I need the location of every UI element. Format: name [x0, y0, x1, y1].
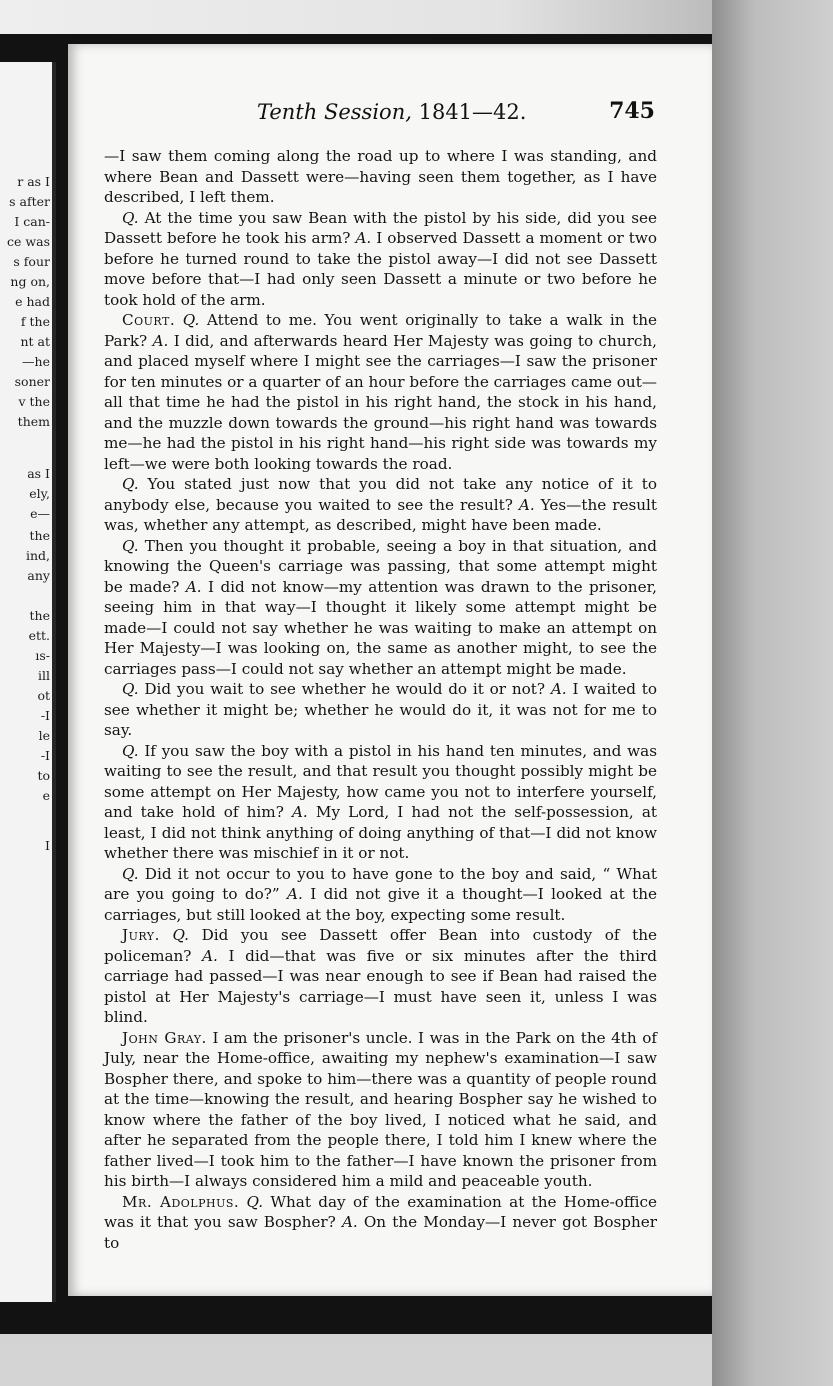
- margin-fragment: them: [17, 414, 50, 429]
- passage-text: Did you see Dassett offer Bean into custody of the policeman?: [104, 926, 657, 965]
- question-marker: Q.: [182, 311, 200, 329]
- answer-marker: A.: [202, 946, 218, 965]
- answer-marker: A.: [550, 680, 567, 698]
- answer-text: I did not know—my attention was drawn to the prisoner, seeing him in that way—I thought it likely some attempt might be made—I could not say whether he was waiting to make an attempt on Her Majesty—I was looking on, the same as another might, to see the carriages pass—I could not say whether an attempt might be made.: [104, 577, 657, 678]
- passage-text: You stated just now that you did not take any notice of it to anybody else, because you waited to see the result?: [104, 475, 657, 514]
- margin-fragment: ng on,: [10, 274, 50, 289]
- margin-fragment: I: [45, 838, 50, 853]
- answer-text: I waited to see whether it might be; whether he would do it, it was not for me to say.: [104, 680, 658, 739]
- answer-marker: A.: [291, 803, 308, 821]
- answer-text: Yes—the result was, whether any attempt, as described, might have been made.: [104, 495, 657, 534]
- speaker-label: Mr. Adolphus.: [122, 1192, 240, 1211]
- margin-fragment: -I: [40, 748, 50, 763]
- paragraph: [104, 925, 657, 1028]
- margin-fragment: soner: [14, 374, 50, 389]
- margin-fragment: ett.: [28, 628, 50, 643]
- margin-fragment: the: [29, 528, 50, 543]
- answer-marker: A.: [355, 229, 372, 247]
- facing-page-edge: [0, 62, 56, 1302]
- answer-text: I observed Dassett a moment or two before he turned round to take the pistol away—I did not see Dassett move before that—I had only seen Dassett a minute or two before he took hold of the arm.: [104, 229, 658, 309]
- paragraph: [104, 310, 657, 474]
- margin-fragment: nt at: [20, 334, 50, 349]
- question-marker: Q.: [122, 864, 139, 883]
- page-text: [104, 146, 657, 1253]
- margin-fragment: as I: [27, 466, 50, 481]
- session-title: Tenth Session, 1841—42.: [257, 100, 527, 124]
- passage-text: —I saw them coming along the road up to where I was standing, and where Bean and Dassett were—having seen them together, as I have described, I left them.: [104, 147, 657, 206]
- margin-fragment: —he: [22, 354, 50, 369]
- answer-marker: A.: [341, 1213, 358, 1231]
- paragraph: [104, 146, 657, 208]
- question-marker: Q.: [122, 536, 139, 555]
- paragraph: [104, 864, 657, 926]
- margin-fragment: v the: [18, 394, 50, 409]
- margin-fragment: s after: [9, 194, 50, 209]
- passage-text: Attend to me. You went originally to take a walk in the Park?: [104, 311, 658, 350]
- margin-fragment: e had: [15, 294, 50, 309]
- paragraph: [104, 1028, 657, 1192]
- paragraph: [104, 1192, 657, 1254]
- running-head: [185, 100, 655, 130]
- scan-top-edge: [0, 0, 833, 34]
- question-marker: Q.: [122, 475, 139, 493]
- passage-text: Did it not occur to you to have gone to the boy and said, “ What are you going to do?”: [104, 864, 658, 903]
- paragraph: [104, 208, 657, 311]
- answer-marker: A.: [287, 885, 303, 903]
- paragraph: [104, 474, 657, 536]
- speaker-label: Jury.: [122, 926, 160, 944]
- paragraph: [104, 536, 657, 680]
- passage-text: At the time you saw Bean with the pistol by his side, did you see Dassett before he took his arm?: [104, 208, 658, 247]
- answer-marker: A.: [518, 495, 535, 514]
- margin-fragment: ind,: [25, 548, 50, 563]
- margin-fragment: ce was: [7, 234, 50, 249]
- margin-fragment: ill: [38, 668, 50, 683]
- page-number: 745: [609, 98, 655, 124]
- passage-text: I am the prisoner's uncle. I was in the Park on the 4th of July, near the Home-office, awaiting my nephew's examination—I saw Bospher there, and spoke to him—there was a quantity of people round at the time—knowing the result, and hearing Bospher say he wished to know where the father of the boy lived, I noticed what he said, and after he separated from the people there, I told him I knew where the father lived—I took him to the father—I have known the prisoner from his birth—I always considered him a mild and peaceable youth.: [104, 1028, 658, 1190]
- passage-text: If you saw the boy with a pistol in his hand ten minutes, and was waiting to see the result, and that result you thought possibly might be some attempt on Her Majesty, how came you not to interfere yourself, and take hold of him?: [104, 741, 657, 821]
- margin-fragment: the: [29, 608, 50, 623]
- answer-text: I did not give it a thought—I looked at the carriages, but still looked at the boy, expecting some result.: [104, 885, 658, 924]
- answer-text: I did—that was five or six minutes after the third carriage had passed—I was near enough to see if Bean had raised the pistol at Her Majesty's carriage—I must have seen it, unless I was blind.: [104, 946, 657, 1026]
- answer-marker: A.: [185, 577, 202, 596]
- margin-fragment: r as I: [17, 174, 50, 189]
- margin-fragment: ıs-: [35, 648, 50, 663]
- margin-fragment: to: [37, 768, 50, 783]
- margin-fragment: ely,: [29, 486, 50, 501]
- answer-text: I did, and afterwards heard Her Majesty was going to church, and placed myself where I might see the carriages—I saw the prisoner for ten minutes or a quarter of an hour before the carriages came out—all that time he had the pistol in his right hand, the stock in his hand, and the muzzle down towards the ground—his right hand was towards me—he had the pistol in his right hand—his right side was towards my left—we were both looking towards the road.: [104, 331, 658, 473]
- paragraph: [104, 741, 657, 864]
- answer-text: My Lord, I had not the self-possession, at least, I did not think anything of doing anything of that—I did not know whether there was mischief in it or not.: [104, 803, 658, 862]
- margin-fragment: I can-: [14, 214, 50, 229]
- speaker-label: Court.: [122, 311, 176, 329]
- passage-text: Then you thought it probable, seeing a boy in that situation, and knowing the Queen's carriage was passing, that some attempt might be made?: [104, 536, 657, 596]
- margin-fragment: e: [42, 788, 50, 803]
- paragraph: [104, 679, 657, 741]
- passage-text: Did you wait to see whether he would do it or not?: [144, 680, 546, 698]
- question-marker: Q.: [172, 926, 189, 944]
- speaker-label: John Gray.: [122, 1028, 207, 1047]
- scan-right-margin: [712, 0, 833, 1386]
- margin-fragment: any: [27, 568, 50, 583]
- answer-marker: A.: [152, 331, 169, 350]
- question-marker: Q.: [246, 1192, 264, 1211]
- margin-fragment: e—: [30, 506, 50, 521]
- margin-fragment: le: [38, 728, 50, 743]
- question-marker: Q.: [122, 680, 139, 698]
- passage-text: What day of the examination at the Home-office was it that you saw Bospher?: [104, 1192, 658, 1231]
- margin-fragment: s four: [13, 254, 50, 269]
- answer-text: On the Monday—I never got Bospher to: [104, 1213, 658, 1252]
- question-marker: Q.: [122, 208, 139, 227]
- margin-fragment: f the: [20, 314, 50, 329]
- question-marker: Q.: [122, 741, 139, 760]
- margin-fragment: -I: [40, 708, 50, 723]
- margin-fragment: ot: [37, 688, 50, 703]
